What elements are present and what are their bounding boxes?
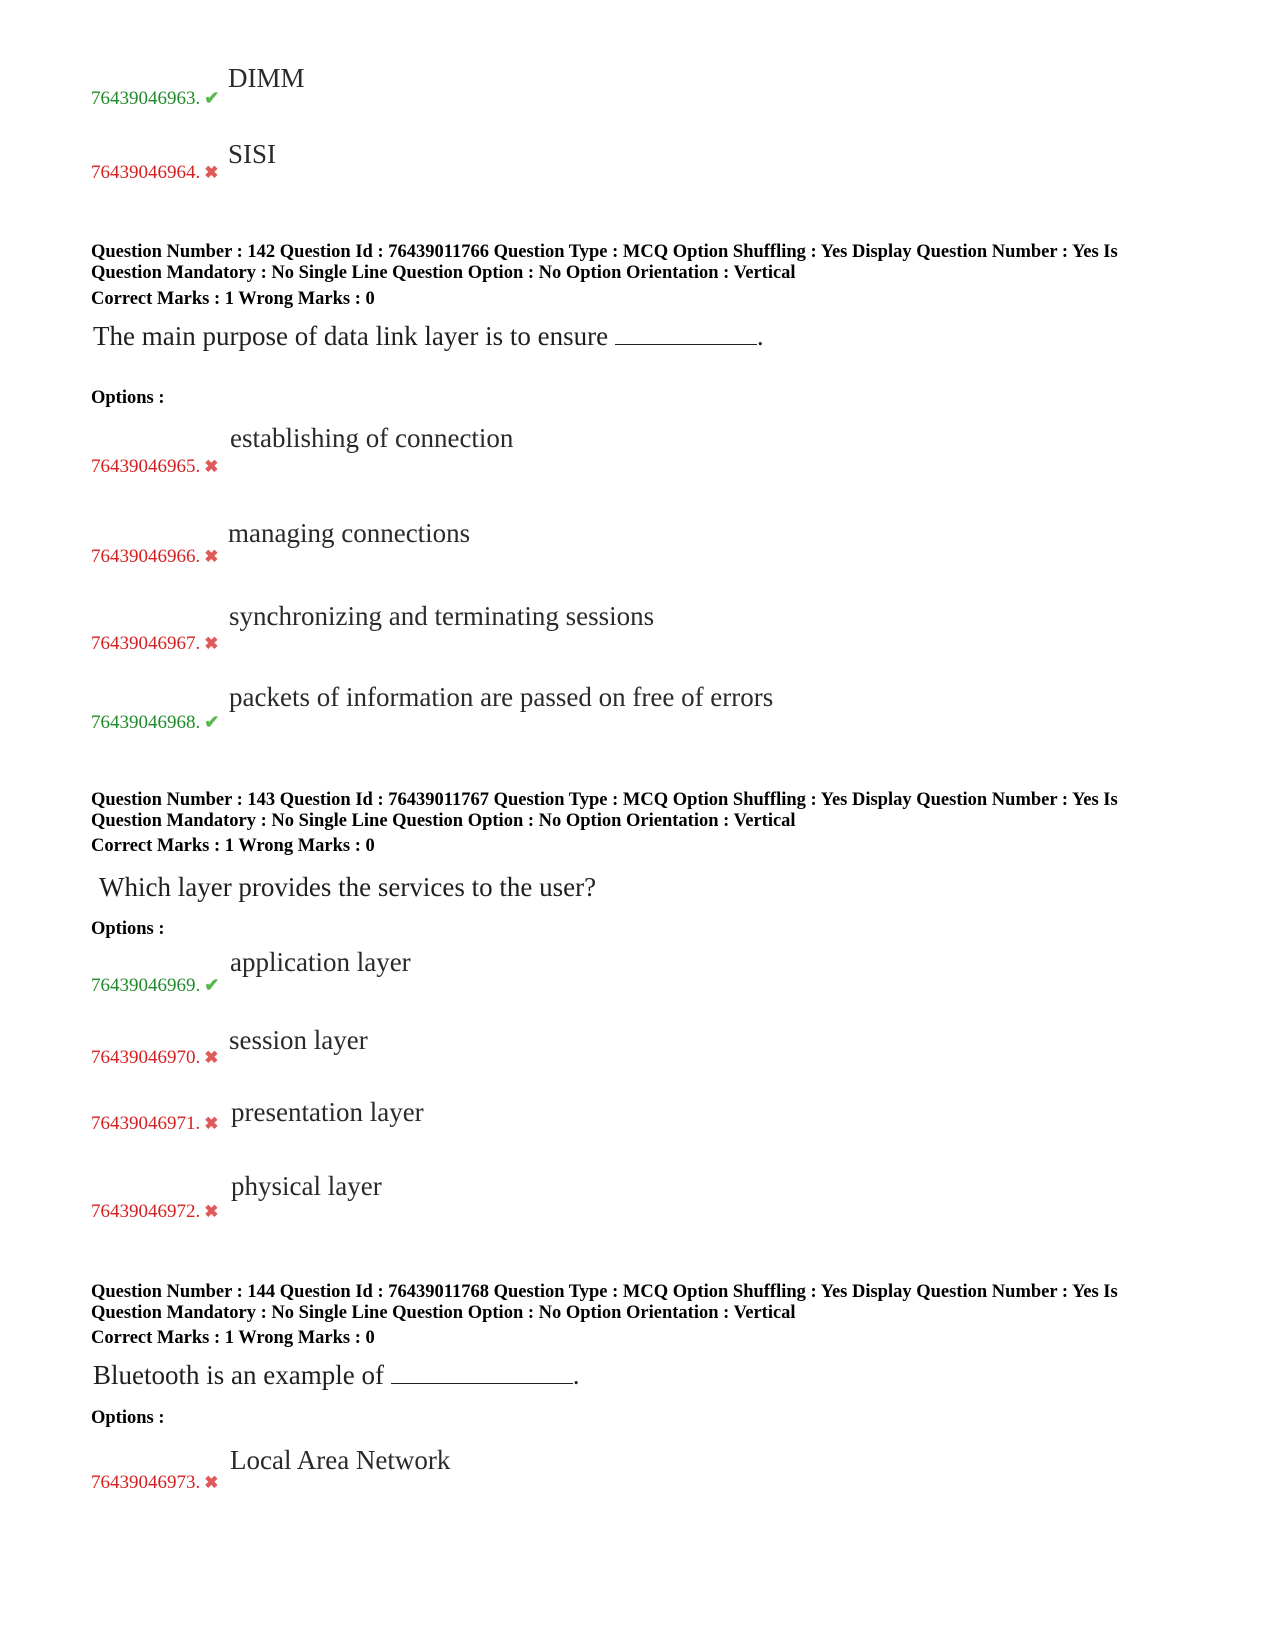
check-icon: ✔ bbox=[204, 712, 220, 732]
question-marks: Correct Marks : 1 Wrong Marks : 0 bbox=[91, 1328, 375, 1348]
question-text: Which layer provides the services to the user? bbox=[99, 872, 597, 902]
question-meta: Question Number : 143 Question Id : 76439011767 Question Type : MCQ Option Shuffling : Yes Display Question Number : Yes Is bbox=[91, 790, 1118, 810]
answer-blank bbox=[615, 322, 757, 345]
option-text: physical layer bbox=[231, 1171, 382, 1201]
cross-icon: ✖ bbox=[204, 1473, 219, 1492]
cross-icon: ✖ bbox=[204, 163, 219, 182]
cross-icon: ✖ bbox=[204, 1114, 219, 1133]
option-id: 76439046972. ✖ bbox=[91, 1201, 219, 1222]
question-meta: Question Mandatory : No Single Line Question Option : No Option Orientation : Vertical bbox=[91, 263, 796, 283]
question-meta: Question Number : 142 Question Id : 76439011766 Question Type : MCQ Option Shuffling : Yes Display Question Number : Yes Is bbox=[91, 242, 1118, 262]
option-id: 76439046965. ✖ bbox=[91, 456, 219, 477]
question-meta: Question Mandatory : No Single Line Question Option : No Option Orientation : Vertical bbox=[91, 811, 796, 831]
question-meta: Question Mandatory : No Single Line Question Option : No Option Orientation : Vertical bbox=[91, 1303, 796, 1323]
question-marks: Correct Marks : 1 Wrong Marks : 0 bbox=[91, 289, 375, 309]
option-text: Local Area Network bbox=[230, 1445, 451, 1475]
options-label: Options : bbox=[91, 919, 165, 939]
option-text: DIMM bbox=[228, 63, 305, 93]
option-text: packets of information are passed on free of errors bbox=[229, 682, 774, 712]
option-id: 76439046971. ✖ bbox=[91, 1113, 219, 1134]
option-text: application layer bbox=[230, 947, 411, 977]
question-marks: Correct Marks : 1 Wrong Marks : 0 bbox=[91, 836, 375, 856]
option-text: establishing of connection bbox=[230, 423, 514, 453]
option-id: 76439046963. ✔ bbox=[91, 88, 220, 109]
options-label: Options : bbox=[91, 388, 165, 408]
option-id: 76439046966. ✖ bbox=[91, 546, 219, 567]
answer-blank bbox=[391, 1361, 573, 1384]
option-id: 76439046970. ✖ bbox=[91, 1047, 219, 1068]
option-id: 76439046964. ✖ bbox=[91, 162, 219, 183]
option-text: presentation layer bbox=[231, 1097, 424, 1127]
option-id: 76439046969. ✔ bbox=[91, 975, 220, 996]
cross-icon: ✖ bbox=[204, 547, 219, 566]
options-label: Options : bbox=[91, 1408, 165, 1428]
option-text: managing connections bbox=[228, 518, 471, 548]
question-text: Bluetooth is an example of . bbox=[93, 1360, 580, 1390]
option-id: 76439046973. ✖ bbox=[91, 1472, 219, 1493]
cross-icon: ✖ bbox=[204, 1048, 219, 1067]
option-id: 76439046967. ✖ bbox=[91, 633, 219, 654]
question-meta: Question Number : 144 Question Id : 76439011768 Question Type : MCQ Option Shuffling : Yes Display Question Number : Yes Is bbox=[91, 1282, 1118, 1302]
cross-icon: ✖ bbox=[204, 1202, 219, 1221]
check-icon: ✔ bbox=[204, 88, 220, 108]
option-text: SISI bbox=[228, 139, 277, 169]
option-text: session layer bbox=[229, 1025, 368, 1055]
cross-icon: ✖ bbox=[204, 457, 219, 476]
question-text: The main purpose of data link layer is to ensure . bbox=[93, 321, 764, 351]
option-text: synchronizing and terminating sessions bbox=[229, 601, 655, 631]
option-id: 76439046968. ✔ bbox=[91, 712, 220, 733]
cross-icon: ✖ bbox=[204, 634, 219, 653]
check-icon: ✔ bbox=[204, 975, 220, 995]
